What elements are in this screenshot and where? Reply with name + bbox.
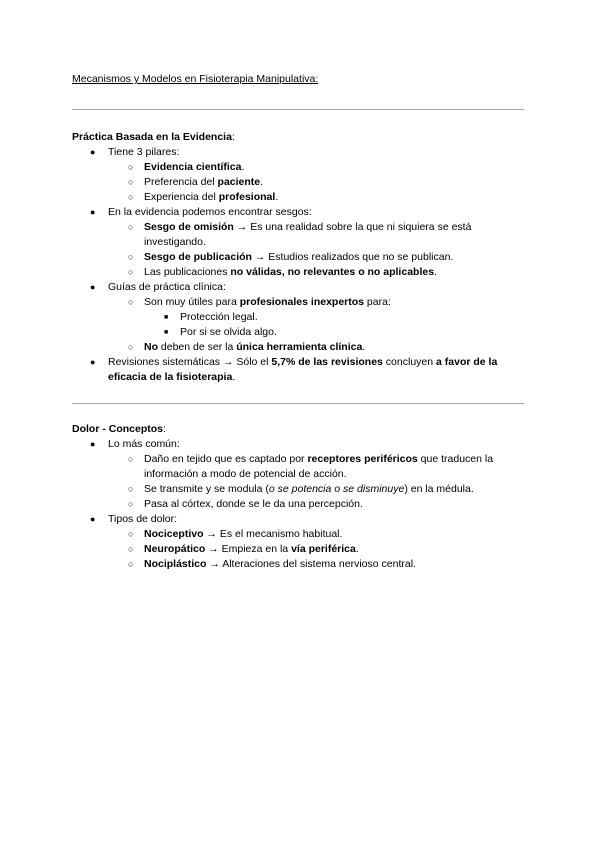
list-item: ● Lo más común: [90, 438, 180, 450]
list-item: ○ Preferencia del paciente. [128, 176, 264, 188]
bullet-icon: ● [90, 282, 96, 292]
circle-bullet-icon: ○ [128, 529, 134, 539]
list-item: ○ Las publicaciones no válidas, no relevantes o no aplicables. [128, 266, 437, 278]
list-item: ○ No deben de ser la única herramienta clínica. [128, 341, 366, 353]
section-evidence [72, 130, 532, 385]
circle-bullet-icon: ○ [128, 499, 134, 509]
bullet-icon: ● [90, 357, 96, 367]
list-item: ● Guías de práctica clínica: [90, 281, 226, 293]
section-heading: Práctica Basada en la Evidencia: [72, 131, 235, 143]
list-item: ○ Experiencia del profesional. [128, 191, 279, 203]
list-item: ○ Son muy útiles para profesionales inexpertos para: [128, 296, 391, 308]
document-title: Mecanismos y Modelos en Fisioterapia Manipulativa: [72, 73, 319, 85]
section-heading: Dolor - Conceptos: [72, 423, 166, 435]
circle-bullet-icon: ○ [128, 559, 134, 569]
list-item: ● En la evidencia podemos encontrar sesgos: [90, 206, 312, 218]
bullet-list [72, 437, 532, 572]
list-item: ○ Evidencia científica. [128, 161, 245, 173]
circle-bullet-icon: ○ [128, 267, 134, 277]
list-item: ○ Daño en tejido que es captado por receptores periféricos que traducen la información a modo de potencial de acción. [128, 453, 494, 480]
bullet-icon: ● [90, 439, 96, 449]
list-item: ○ Nociplástico → Alteraciones del sistema nervioso central. [128, 558, 416, 570]
circle-bullet-icon: ○ [128, 297, 134, 307]
list-item: ○ Neuropático → Empieza en la vía periférica. [128, 543, 359, 555]
bullet-icon: ● [90, 147, 96, 157]
list-item: ○ Sesgo de publicación → Estudios realizados que no se publican. [128, 251, 454, 263]
circle-bullet-icon: ○ [128, 192, 134, 202]
section-pain [72, 422, 532, 572]
horizontal-divider [72, 109, 524, 110]
bullet-list [72, 145, 532, 385]
list-item: ○ Pasa al córtex, donde se le da una percepción. [128, 498, 363, 510]
circle-bullet-icon: ○ [128, 222, 134, 232]
circle-bullet-icon: ○ [128, 252, 134, 262]
list-item: ○ Nociceptivo → Es el mecanismo habitual. [128, 528, 343, 540]
list-item: ■ Protección legal. [164, 311, 258, 323]
square-bullet-icon: ■ [164, 314, 169, 321]
list-item: ● Tiene 3 pilares: [90, 146, 180, 158]
circle-bullet-icon: ○ [128, 454, 134, 464]
circle-bullet-icon: ○ [128, 342, 134, 352]
circle-bullet-icon: ○ [128, 484, 134, 494]
square-bullet-icon: ■ [164, 329, 169, 336]
list-item: ● Tipos de dolor: [90, 513, 178, 525]
list-item: ○ Sesgo de omisión → Es una realidad sobre la que ni siquiera se está investigando. [128, 221, 472, 248]
horizontal-divider [72, 403, 524, 404]
circle-bullet-icon: ○ [128, 544, 134, 554]
circle-bullet-icon: ○ [128, 162, 134, 172]
list-item: ■ Por si se olvida algo. [164, 326, 277, 338]
bullet-icon: ● [90, 207, 96, 217]
list-item: ○ Se transmite y se modula (o se potencia o se disminuye) en la médula. [128, 483, 474, 495]
circle-bullet-icon: ○ [128, 177, 134, 187]
list-item: ● Revisiones sistemáticas → Sólo el 5,7% de las revisiones concluyen a favor de la eficacia de la fisioterapia. [90, 356, 498, 383]
bullet-icon: ● [90, 514, 96, 524]
